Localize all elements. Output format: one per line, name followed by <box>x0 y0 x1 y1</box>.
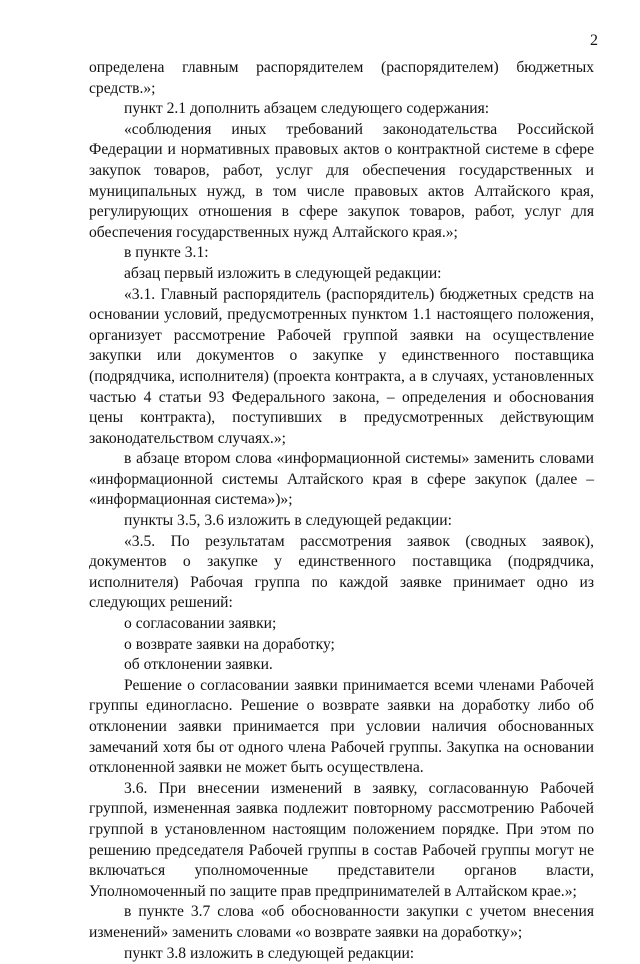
paragraph: 3.6. При внесении изменений в заявку, согласованную Рабочей группой, измененная заявка подлежит повторному рассмотрению Рабочей группой в установленном настоящим положением порядке. При этом по решению председателя Рабочей группы в состав Рабочей группы могут не включаться уполномоченные представители органов власти, Уполномоченный по защите прав предпринимателей в Алтайском крае.»; <box>89 779 594 900</box>
paragraph: о согласовании заявки; <box>124 615 277 633</box>
paragraph: «соблюдения иных требований законодательства Российской Федерации и нормативных правовых актов о контрактной системе в сфере закупок товаров, работ, услуг для обеспечения государственных и муниципальных нужд, в том числе правовых актов Алтайского края, регулирующих отношения в сфере закупок товаров, работ, услуг для обеспечения государственных нужд Алтайского края.»; <box>89 120 594 241</box>
paragraph: в пункте 3.7 слова «об обоснованности закупки с учетом внесения изменений» заменить словами «о возврате заявки на доработку»; <box>89 903 594 941</box>
page-number: 2 <box>590 32 598 49</box>
paragraph: абзац первый изложить в следующей редакции: <box>124 264 442 282</box>
paragraph: «3.5. По результатам рассмотрения заявок (сводных заявок), документов о закупке у единственного поставщика (подрядчика, исполнителя) Рабочая группа по каждой заявке принимает одно из следующих решений: <box>89 532 594 612</box>
paragraph: об отклонении заявки. <box>124 656 273 674</box>
paragraph: о возврате заявки на доработку; <box>124 635 335 653</box>
paragraph-continuation: определена главным распорядителем (распорядителем) бюджетных средств.»; <box>89 59 594 97</box>
paragraph: пункты 3.5, 3.6 изложить в следующей редакции: <box>124 512 452 530</box>
paragraph: в абзаце втором слова «информационной системы» заменить словами «информационной системы Алтайского края в сфере закупок (далее – «информационная система»)»; <box>89 450 594 509</box>
paragraph: пункт 3.8 изложить в следующей редакции: <box>124 944 415 962</box>
document-body <box>89 58 594 964</box>
paragraph: Решение о согласовании заявки принимается всеми членами Рабочей группы единогласно. Решение о возврате заявки на доработку либо об отклонении заявки принимается при условии наличия обоснованных замечаний хотя бы от одного члена Рабочей группы. Закупка на основании отклоненной заявки не может быть осуществлена. <box>89 676 594 777</box>
paragraph: в пункте 3.1: <box>124 244 209 262</box>
paragraph: «3.1. Главный распорядитель (распорядитель) бюджетных средств на основании условий, предусмотренных пунктом 1.1 настоящего положения, организует рассмотрение Рабочей группой заявки на осуществление закупки или документов о закупке у единственного поставщика (подрядчика, исполнителя) (проекта контракта, а в случаях, установленных частью 4 статьи 93 Федерального закона, – определения и обоснования цены контракта), поступивших в предусмотренных действующим законодательством случаях.»; <box>89 285 594 447</box>
paragraph: пункт 2.1 дополнить абзацем следующего содержания: <box>124 100 490 118</box>
